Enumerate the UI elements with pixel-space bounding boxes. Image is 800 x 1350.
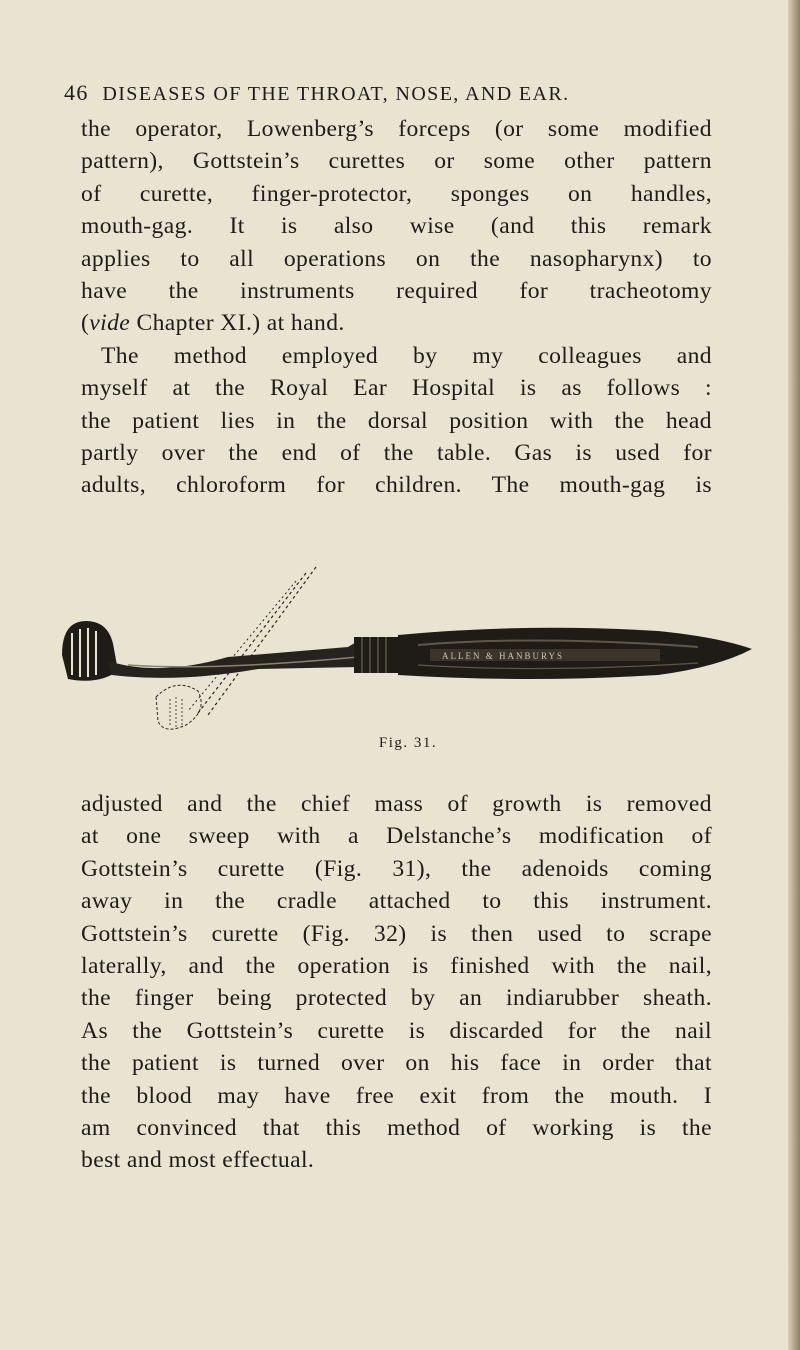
text-line: partly over the end of the table. Gas is used for: [81, 439, 712, 466]
text-line: have the instruments required for tracheotomy: [81, 277, 712, 304]
vide-line-rest: Chapter XI.) at hand.: [130, 310, 345, 337]
text-line: Gottstein’s curette (Fig. 31), the adenoids coming: [81, 855, 712, 882]
text-line: myself at the Royal Ear Hospital is as follows :: [81, 375, 712, 402]
text-line: best and most effectual.: [81, 1147, 315, 1174]
running-title: DISEASES OF THE THROAT, NOSE, AND EAR.: [102, 83, 570, 105]
italic-vide: vide: [89, 310, 131, 337]
engraving-text: ALLEN & HANBURYS: [442, 651, 565, 661]
text-line: applies to all operations on the nasopharynx) to: [81, 245, 712, 272]
text-line: the finger being protected by an indiarubber sheath.: [81, 985, 712, 1012]
open-paren: (: [81, 310, 90, 337]
text-line: at one sweep with a Delstanche’s modification of: [81, 823, 712, 850]
text-line: the blood may have free exit from the mouth. I: [81, 1082, 712, 1109]
vide-line: [81, 307, 712, 339]
figure-caption: Fig. 31.: [378, 735, 438, 751]
text-line: the operator, Lowenberg’s forceps (or some modified: [81, 116, 712, 142]
text-line: mouth-gag. It is also wise (and this remark: [81, 213, 712, 240]
running-head: [64, 80, 704, 114]
text-line: laterally, and the operation is finished with the nail,: [81, 952, 712, 979]
text-line: of curette, finger-protector, sponges on handles,: [81, 180, 712, 207]
figure-31: [58, 565, 758, 780]
lower-paragraph: [81, 788, 712, 1177]
curette-engraving-icon: [58, 565, 758, 735]
text-line: pattern), Gottstein’s curettes or some other pattern: [81, 148, 712, 175]
upper-paragraphs: [81, 113, 712, 502]
text-line: am convinced that this method of working is the: [81, 1114, 712, 1141]
text-line: Gottstein’s curette (Fig. 32) is then used to scrape: [81, 920, 712, 947]
page-edge: [788, 0, 800, 1350]
text-line: adjusted and the chief mass of growth is removed: [81, 791, 712, 817]
text-line: The method employed by my colleagues and: [101, 342, 712, 369]
page-number: 46: [64, 80, 89, 105]
text-line: the patient lies in the dorsal position with the head: [81, 407, 712, 434]
text-line: away in the cradle attached to this instrument.: [81, 888, 712, 915]
text-line: adults, chloroform for children. The mouth-gag is: [81, 472, 712, 499]
text-line: the patient is turned over on his face in order that: [81, 1050, 712, 1077]
text-line: As the Gottstein’s curette is discarded for the nail: [81, 1017, 712, 1044]
